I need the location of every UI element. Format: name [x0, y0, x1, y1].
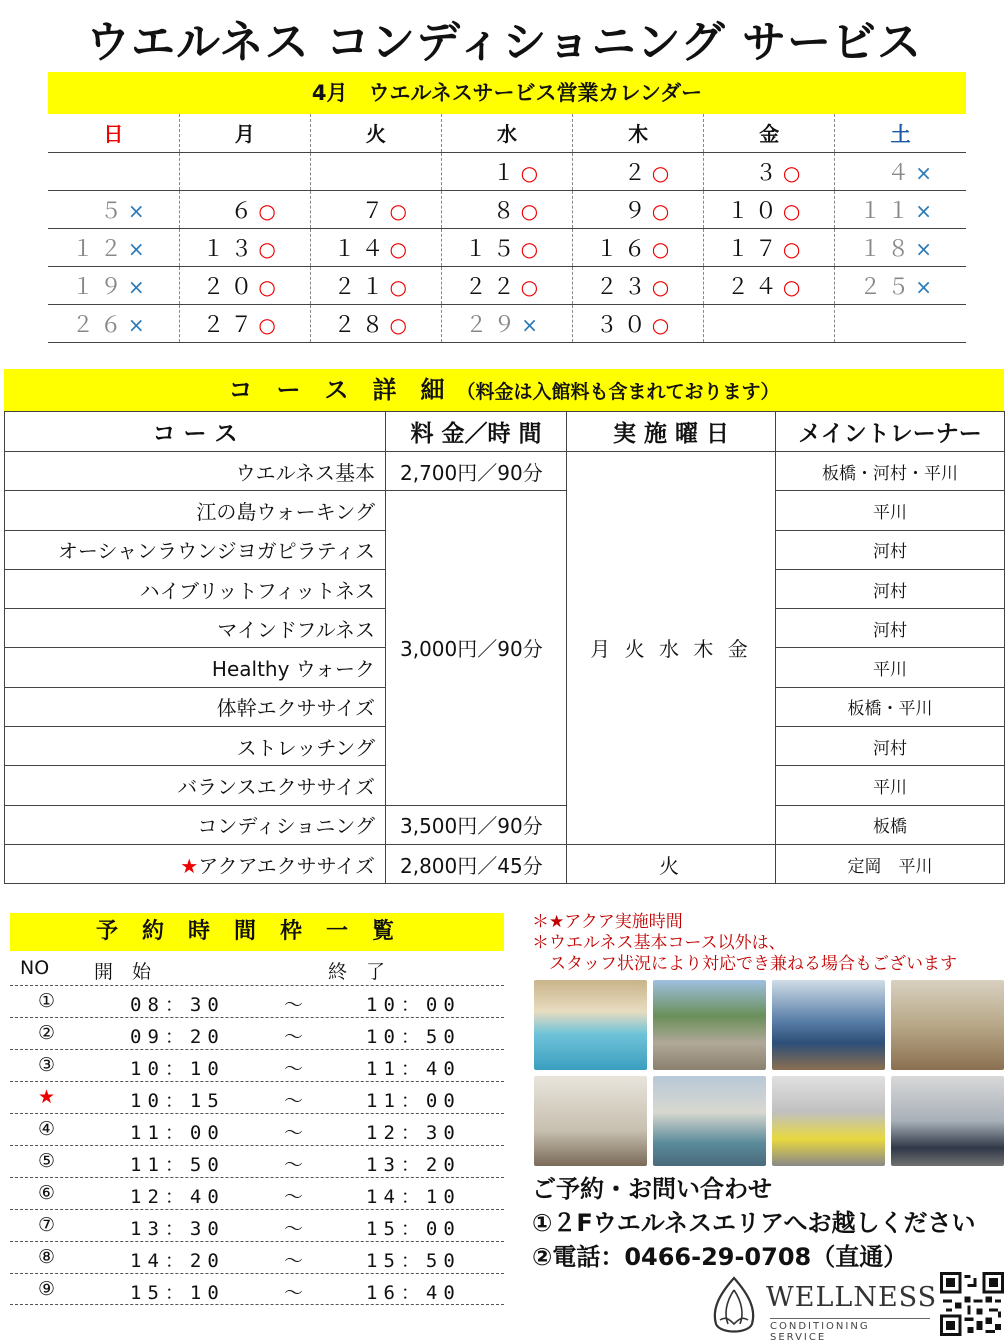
slot-start: 14：20: [130, 1250, 225, 1272]
slot-number: ④: [38, 1118, 56, 1140]
day-number: ２７: [202, 312, 259, 338]
open-mark: ○: [651, 312, 670, 337]
open-mark: ○: [258, 312, 276, 337]
calendar-day: [310, 152, 441, 190]
calendar-day: [179, 266, 310, 304]
wellness-logo: [708, 1276, 938, 1343]
weekday-label: 金: [704, 114, 835, 152]
closed-mark: ×: [915, 274, 932, 299]
course-name-text: バランスエクササイズ: [177, 775, 375, 800]
course-trainer: 平川: [776, 491, 1005, 530]
course-trainer: 平川: [776, 766, 1005, 805]
open-mark: ○: [520, 160, 539, 185]
contact-info: [532, 1172, 976, 1274]
day-number: １２: [71, 236, 128, 262]
open-mark: ○: [520, 236, 539, 261]
day-number: １４: [333, 236, 390, 262]
photo-trainer-session: [891, 1076, 1004, 1166]
open-mark: ○: [782, 198, 801, 223]
time-slot-row: [10, 985, 504, 1017]
weekday-label: 水: [441, 114, 572, 152]
day-number: ７: [361, 198, 390, 224]
col-end: 終 了: [328, 961, 386, 983]
calendar-day: [48, 228, 179, 266]
note-basic: ＊ウエルネス基本コース以外は、: [532, 933, 786, 953]
time-slot-row: [10, 1273, 504, 1305]
course-days: 火: [567, 844, 776, 883]
day-number: ４: [887, 160, 916, 186]
course-fee: 2,800円／45分: [386, 844, 567, 883]
calendar-day: [704, 152, 835, 190]
time-slot-row: [10, 1081, 504, 1113]
slot-end: 11：40: [366, 1058, 461, 1080]
page-title: ウエルネス コンディショニング サービス: [85, 17, 923, 68]
weekday-label: 日: [48, 114, 179, 152]
open-mark: ○: [782, 160, 801, 185]
course-fee: 3,000円／90分: [386, 491, 567, 805]
business-calendar: [48, 72, 966, 343]
course-fee: 2,700円／90分: [386, 452, 567, 491]
closed-mark: ×: [127, 236, 145, 261]
slot-end: 10：50: [366, 1026, 461, 1048]
course-trainer: 河村: [776, 727, 1005, 766]
slot-tilde: ～: [284, 1026, 304, 1048]
slot-number: ③: [38, 1054, 56, 1076]
slot-tilde: ～: [284, 1218, 304, 1240]
course-name-text: マインドフルネス: [217, 617, 375, 642]
calendar-day: [441, 152, 572, 190]
open-mark: ○: [389, 312, 407, 337]
slot-end: 14：10: [366, 1186, 461, 1208]
slot-start: 11：00: [130, 1122, 225, 1144]
day-number: ２１: [333, 274, 390, 300]
slot-start: 09：20: [130, 1026, 225, 1048]
day-number: ２: [623, 160, 652, 186]
slot-tilde: ～: [284, 1186, 304, 1208]
course-column-header: 料 金／時 間: [386, 412, 567, 452]
slot-start: 08：30: [130, 994, 225, 1016]
day-number: １５: [464, 236, 521, 262]
course-fee: 3,500円／90分: [386, 805, 567, 844]
time-slot-row: [10, 1177, 504, 1209]
course-name-text: アクアエクササイズ: [198, 853, 375, 878]
course-row: [5, 452, 1005, 491]
time-slot-row: [10, 1017, 504, 1049]
slot-number: ②: [38, 1022, 56, 1044]
contact-title: ご予約・お問い合わせ: [532, 1175, 772, 1203]
calendar-week-row: [48, 190, 966, 228]
closed-mark: ×: [915, 198, 932, 223]
photo-gallery: [534, 980, 1002, 1166]
course-name: [5, 844, 386, 883]
calendar-day: [179, 304, 310, 342]
course-name: [5, 491, 386, 530]
calendar-day: [573, 228, 704, 266]
course-details: [4, 369, 1004, 884]
calendar-week-row: [48, 152, 966, 190]
open-mark: ○: [651, 198, 670, 223]
notes: [532, 912, 957, 975]
open-mark: ○: [782, 236, 801, 261]
closed-mark: ×: [915, 160, 932, 185]
slot-end: 15：50: [366, 1250, 461, 1272]
col-start: 開 始: [94, 961, 152, 983]
course-name: [5, 530, 386, 569]
closed-mark: ×: [127, 274, 145, 299]
calendar-day: [179, 190, 310, 228]
day-number: １３: [202, 236, 259, 262]
course-row: [5, 844, 1005, 883]
calendar-header: 4月 ウエルネスサービス営業カレンダー: [48, 72, 966, 114]
course-trainer: 河村: [776, 609, 1005, 648]
open-mark: ○: [782, 274, 801, 299]
course-name-text: コンディショニング: [197, 814, 375, 839]
day-number: ３０: [595, 312, 652, 338]
course-name: [5, 452, 386, 491]
calendar-day: [704, 304, 835, 342]
calendar-week-row: [48, 266, 966, 304]
course-header: [4, 369, 1004, 411]
open-mark: ○: [389, 198, 407, 223]
calendar-day: [310, 304, 441, 342]
calendar-day: [835, 190, 966, 228]
course-trainer: 板橋: [776, 805, 1005, 844]
calendar-day: [310, 190, 441, 228]
logo-wordmark: WELLNESS: [766, 1282, 938, 1313]
course-header-note: （料金は入館料も含まれております）: [456, 381, 780, 403]
calendar-day: [310, 228, 441, 266]
course-name-text: オーシャンラウンジヨガピラティス: [57, 539, 375, 564]
day-number: １８: [859, 236, 916, 262]
calendar-day: [704, 266, 835, 304]
calendar-day: [48, 152, 179, 190]
slot-end: 12：30: [366, 1122, 461, 1144]
slot-end: 16：40: [366, 1282, 461, 1304]
calendar-day: [48, 304, 179, 342]
course-name: [5, 805, 386, 844]
course-days: 月 火 水 木 金: [567, 452, 776, 845]
contact-visit: ①２Fウエルネスエリアへお越しください: [532, 1209, 976, 1237]
time-slot-row: [10, 1049, 504, 1081]
open-mark: ○: [389, 274, 407, 299]
weekday-label: 土: [835, 114, 966, 152]
slot-end: 15：00: [366, 1218, 461, 1240]
day-number: ２５: [859, 274, 916, 300]
qr-code-icon[interactable]: [940, 1272, 1004, 1336]
slot-number: ⑨: [38, 1278, 56, 1300]
day-number: １７: [726, 236, 783, 262]
photo-floor-stretch: [653, 1076, 766, 1166]
course-column-headers: [5, 412, 1005, 452]
day-number: ２２: [464, 274, 521, 300]
slot-tilde: ～: [284, 1154, 304, 1176]
open-mark: ○: [651, 236, 670, 261]
course-name: [5, 727, 386, 766]
slot-number: ⑤: [38, 1150, 56, 1172]
slot-tilde: ～: [284, 1090, 304, 1112]
open-mark: ○: [520, 274, 539, 299]
day-number: １: [492, 160, 521, 186]
calendar-day: [179, 152, 310, 190]
course-table: [4, 411, 1005, 884]
course-trainer: 板橋・河村・平川: [776, 452, 1005, 491]
star-icon: ★: [180, 853, 199, 878]
day-number: ２８: [333, 312, 390, 338]
contact-phone: ②電話：0466-29-0708（直通）: [532, 1243, 908, 1271]
slot-tilde: ～: [284, 1058, 304, 1080]
col-no: NO: [20, 957, 50, 979]
day-number: １６: [595, 236, 652, 262]
slot-start: 13：30: [130, 1218, 225, 1240]
course-name-text: ハイブリットフィットネス: [139, 578, 375, 603]
schedule-column-headers: [10, 951, 504, 985]
time-slot-row: [10, 1209, 504, 1241]
calendar-day: [441, 304, 572, 342]
day-number: １１: [859, 198, 916, 224]
calendar-day: [310, 266, 441, 304]
open-mark: ○: [258, 198, 276, 223]
calendar-day: [704, 228, 835, 266]
course-trainer: 河村: [776, 530, 1005, 569]
course-trainer: 平川: [776, 648, 1005, 687]
calendar-day: [835, 304, 966, 342]
open-mark: ○: [258, 236, 276, 261]
course-name-text: Healthy ウォーク: [211, 657, 375, 682]
closed-mark: ×: [127, 198, 145, 223]
slot-start: 10：15: [130, 1090, 225, 1112]
course-row: [5, 491, 1005, 530]
photo-conditioning-table: [772, 1076, 885, 1166]
slot-tilde: ～: [284, 994, 304, 1016]
closed-mark: ×: [521, 312, 539, 337]
weekday-label: 火: [310, 114, 441, 152]
calendar-day: [704, 190, 835, 228]
slot-end: 11：00: [366, 1090, 461, 1112]
day-number: ２９: [465, 312, 522, 338]
course-name-text: ストレッチング: [236, 735, 375, 760]
note-aqua: ＊★アクア実施時間: [532, 912, 683, 932]
day-number: ３: [754, 160, 783, 186]
photo-stairs-walking: [653, 980, 766, 1070]
weekday-label: 月: [179, 114, 310, 152]
slot-number: ⑥: [38, 1182, 56, 1204]
calendar-day: [573, 190, 704, 228]
course-header-title: コ ー ス 詳 細: [228, 376, 445, 404]
slot-tilde: ～: [284, 1250, 304, 1272]
slot-number: ★: [38, 1086, 56, 1108]
day-number: ２６: [71, 312, 128, 338]
day-number: ５: [99, 198, 128, 224]
time-slot-row: [10, 1113, 504, 1145]
course-name: [5, 609, 386, 648]
calendar-day: [441, 228, 572, 266]
weekday-label: 木: [573, 114, 704, 152]
photo-group-squat: [534, 1076, 647, 1166]
slot-number: ⑧: [38, 1246, 56, 1268]
day-number: ８: [492, 198, 521, 224]
calendar-day: [835, 152, 966, 190]
open-mark: ○: [389, 236, 407, 261]
course-name: [5, 687, 386, 726]
photo-lounge-exercise: [891, 980, 1004, 1070]
slot-start: 15：10: [130, 1282, 225, 1304]
photo-pool: [534, 980, 647, 1070]
course-name-text: 体幹エクササイズ: [216, 696, 375, 721]
calendar-day: [48, 266, 179, 304]
open-mark: ○: [520, 198, 539, 223]
calendar-week-row: [48, 304, 966, 342]
course-name-text: 江の島ウォーキング: [196, 499, 375, 524]
slot-tilde: ～: [284, 1122, 304, 1144]
course-trainer: 板橋・平川: [776, 687, 1005, 726]
calendar-week-row: [48, 228, 966, 266]
open-mark: ○: [651, 160, 670, 185]
reservation-slots: [10, 913, 504, 1305]
calendar-table: [48, 114, 966, 343]
logo-subtitle: CONDITIONING SERVICE: [770, 1318, 930, 1343]
open-mark: ○: [651, 274, 670, 299]
course-name: [5, 569, 386, 608]
course-column-header: 実 施 曜 日: [567, 412, 776, 452]
day-number: １０: [726, 198, 783, 224]
day-number: ２０: [202, 274, 259, 300]
course-trainer: 河村: [776, 569, 1005, 608]
slot-start: 10：10: [130, 1058, 225, 1080]
slot-end: 13：20: [366, 1154, 461, 1176]
calendar-day: [441, 266, 572, 304]
calendar-day: [835, 228, 966, 266]
course-trainer: 定岡 平川: [776, 844, 1005, 883]
course-name-text: ウエルネス基本: [235, 460, 375, 485]
calendar-weekday-row: [48, 114, 966, 152]
day-number: ６: [230, 198, 259, 224]
slot-start: 12：40: [130, 1186, 225, 1208]
photo-ocean-yoga: [772, 980, 885, 1070]
course-name: [5, 648, 386, 687]
slot-number: ⑦: [38, 1214, 56, 1236]
slot-tilde: ～: [284, 1282, 304, 1304]
calendar-day: [573, 304, 704, 342]
calendar-day: [573, 266, 704, 304]
course-column-header: メイントレーナー: [776, 412, 1005, 452]
course-row: [5, 805, 1005, 844]
closed-mark: ×: [127, 312, 145, 337]
course-column-header: コ ー ス: [5, 412, 386, 452]
slot-end: 10：00: [366, 994, 461, 1016]
calendar-day: [441, 190, 572, 228]
day-number: ９: [623, 198, 652, 224]
slot-number: ①: [38, 990, 56, 1012]
course-name: [5, 766, 386, 805]
lotus-logo-icon: [708, 1276, 760, 1338]
time-slot-row: [10, 1241, 504, 1273]
note-staff: スタッフ状況により対応でき兼ねる場合もございます: [532, 954, 957, 974]
day-number: ２３: [595, 274, 652, 300]
calendar-day: [179, 228, 310, 266]
day-number: １９: [71, 274, 128, 300]
day-number: ２４: [726, 274, 783, 300]
calendar-day: [835, 266, 966, 304]
closed-mark: ×: [915, 236, 932, 261]
time-slot-row: [10, 1145, 504, 1177]
open-mark: ○: [258, 274, 276, 299]
schedule-header: 予約時間枠一覧: [10, 913, 504, 951]
slot-start: 11：50: [130, 1154, 225, 1176]
calendar-day: [48, 190, 179, 228]
calendar-day: [573, 152, 704, 190]
